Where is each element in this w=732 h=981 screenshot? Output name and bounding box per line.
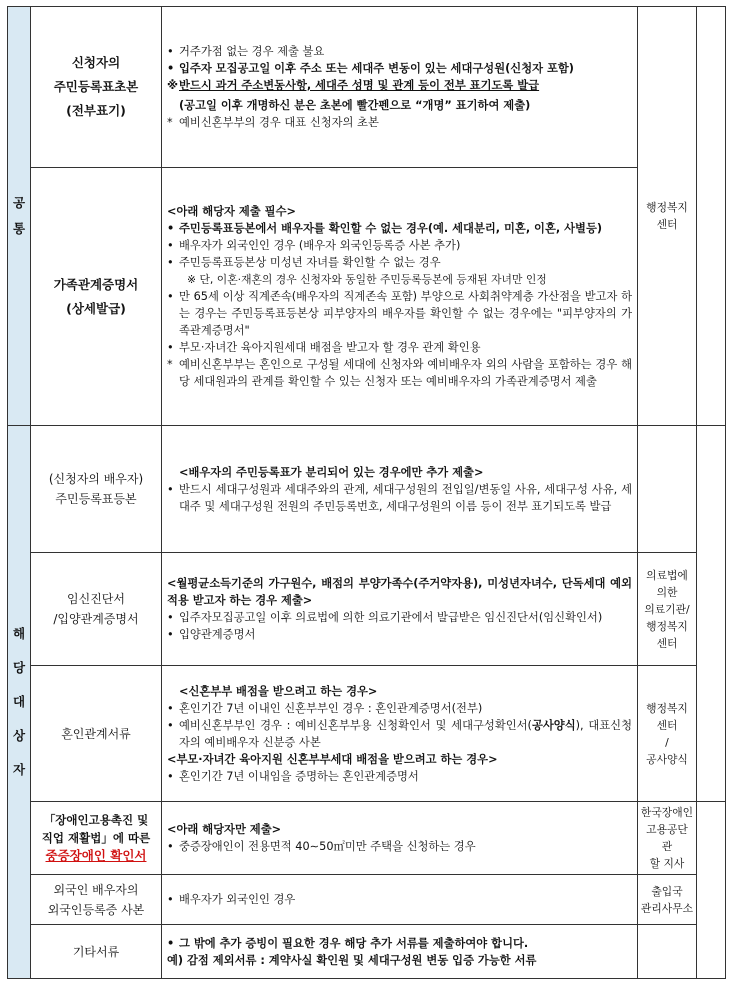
issuing-agency-cell: 출입국 관리사무소 bbox=[638, 875, 697, 925]
table-row bbox=[8, 7, 726, 168]
group-applicable: 해 당 대 상 자 bbox=[8, 426, 31, 979]
requirement-cell: • 거주가점 없는 경우 제출 불요 • 입주자 모집공고일 이후 주소 또는 세대주 변동이 있는 세대구성원(신청자 포함) ※반드시 과거 주소변동사항, 세대주 성명 및 관계 등이 전부 표기도록 발급 (공고일 이후 개명하신 분은 초본에 빨간펜으로 “개명” 표기하여 제출) * 예비신혼부부의 경우 대표 신청자의 초본 bbox=[162, 7, 638, 168]
issuing-agency-cell bbox=[638, 925, 697, 979]
requirement-cell: • 배우자가 외국인인 경우 bbox=[162, 875, 638, 925]
requirement-cell: <신혼부부 배점을 받으려고 하는 경우> • 혼인기간 7년 이내인 신혼부부인 경우 : 혼인관계증명서(전부) • 예비신혼부부인 경우 : 예비신혼부부용 신청확인서 및 세대구성확인서(공사양식), 대표신청자의 예비배우자 신분증 사본 <부모·자녀간 육아지원 신혼부부세대 배점을 받으려고 하는 경우> • 혼인기간 7년 이내임을 증명하는 혼인관계증명서 bbox=[162, 666, 638, 802]
issuing-agency-cell: 의료법에 의한 의료기관/ 행정복지 센터 bbox=[638, 553, 697, 666]
issuing-agency-cell bbox=[638, 426, 697, 553]
issuing-agency-cell: 한국장애인 고용공단 관 할 지사 bbox=[638, 802, 697, 875]
group-common: 공통 bbox=[8, 7, 31, 426]
table-row bbox=[8, 802, 726, 875]
table-row bbox=[8, 666, 726, 802]
table-row bbox=[8, 553, 726, 666]
doc-name-cell: 기타서류 bbox=[31, 925, 162, 979]
requirement-cell: • 그 밖에 추가 증빙이 필요한 경우 해당 추가 서류를 제출하여야 합니다. 예) 감점 제외서류 : 계약사실 확인원 및 세대구성원 변동 입증 가능한 서류 bbox=[162, 925, 638, 979]
issuing-agency-cell: 행정복지 센터 / 공사양식 bbox=[638, 666, 697, 802]
table-row bbox=[8, 426, 726, 553]
requirement-cell: <월평균소득기준의 가구원수, 배점의 부양가족수(주거약자용), 미성년자녀수, 단독세대 예외 적용 받고자 하는 경우 제출> • 입주자모집공고일 이후 의료법에 의한 의료기관에서 발급받은 임신진단서(임신확인서) • 입양관계증명서 bbox=[162, 553, 638, 666]
requirement-cell: <아래 해당자만 제출> • 중증장애인이 전용면적 40∼50㎡미만 주택을 신청하는 경우 bbox=[162, 802, 638, 875]
doc-name-cell: 외국인 배우자의 외국인등록증 사본 bbox=[31, 875, 162, 925]
requirement-cell: <배우자의 주민등록표가 분리되어 있는 경우에만 추가 제출> • 반드시 세대구성원과 세대주와의 관계, 세대구성원의 전입일/변동일 사유, 세대구성 사유, 세대주 및 세대구성원 전원의 주민등록번호, 세대구성원의 이름 등이 전부 표기되도록 발급 bbox=[162, 426, 638, 553]
doc-name-cell: 혼인관계서류 bbox=[31, 666, 162, 802]
copies-cell bbox=[697, 802, 726, 979]
copies-cell bbox=[697, 7, 726, 426]
doc-name-cell: (신청자의 배우자) 주민등록표등본 bbox=[31, 426, 162, 553]
doc-name-cell: 「장애인고용촉진 및 직업 재활법」에 따른 중증장애인 확인서 bbox=[31, 802, 162, 875]
doc-name-cell: 임신진단서 /입양관계증명서 bbox=[31, 553, 162, 666]
required-documents-table bbox=[7, 6, 726, 979]
table-row bbox=[8, 168, 726, 426]
doc-name-cell: 가족관계증명서 (상세발급) bbox=[31, 168, 162, 426]
copies-cell bbox=[697, 426, 726, 802]
table-row bbox=[8, 925, 726, 979]
issuing-agency-cell: 행정복지 센터 bbox=[638, 7, 697, 426]
table-row bbox=[8, 875, 726, 925]
doc-name-cell: 신청자의 주민등록표초본 (전부표기) bbox=[31, 7, 162, 168]
requirement-cell: <아래 해당자 제출 필수> • 주민등록표등본에서 배우자를 확인할 수 없는 경우(예. 세대분리, 미혼, 이혼, 사별등) • 배우자가 외국인인 경우 (배우자 외국인등록증 사본 추가) • 주민등록표등본상 미성년 자녀를 확인할 수 없는 경우 ※ 단, 이혼·재혼의 경우 신청자와 동일한 주민등록등본에 등재된 자녀만 인정 • 만 65세 이상 직계존속(배우자의 직계존속 포함) 부양으로 사회취약계층 가산점을 받고자 하는 경우는 주민등록표등본상 피부양자의 배우자를 확인할 수 없는 경우에는 "피부양자의 가족관계증명서" • 부모·자녀간 육아지원세대 배점을 받고자 할 경우 관계 확인용 * 예비신혼부부는 혼인으로 구성될 세대에 신청자와 예비배우자 외의 사람을 포함하는 경우 해당 세대원과의 관계를 확인할 수 있는 신청자 또는 예비배우자의 가족관계증명서 제출 bbox=[162, 168, 638, 426]
